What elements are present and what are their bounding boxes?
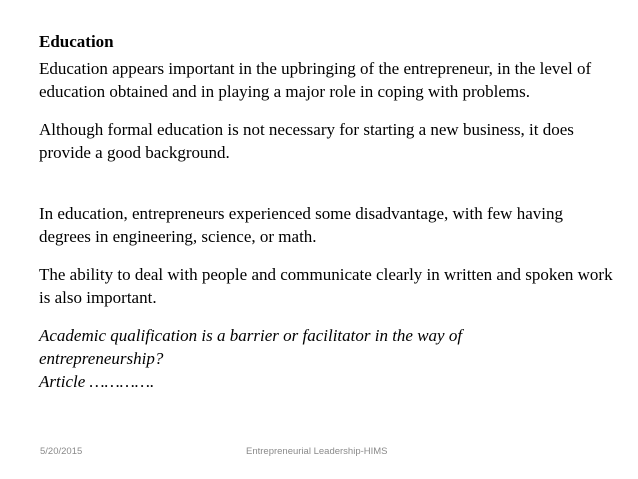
question-line-1: Academic qualification is a barrier or facilitator in the way of [39,326,463,345]
question-line-2: entrepreneurship? [39,349,164,368]
paragraph-education-importance: Education appears important in the upbringing of the entrepreneur, in the level of education obtained and in playing a major role in coping with problems. [39,59,592,101]
spacer [39,164,614,202]
spacer [39,248,614,263]
paragraph-communication: The ability to deal with people and communicate clearly in written and spoken work is also important. [39,265,613,307]
spacer [39,103,614,118]
footer-date: 5/20/2015 [40,446,83,457]
slide-content [39,30,614,393]
paragraph-formal-education: Although formal education is not necessary for starting a new business, it does provide a good background. [39,120,574,162]
paragraph-disadvantage: In education, entrepreneurs experienced some disadvantage, with few having degrees in engineering, science, or math. [39,204,563,246]
slide-heading: Education [39,32,114,51]
article-line: Article …………. [39,372,155,391]
footer-title: Entrepreneurial Leadership-HIMS [246,446,388,457]
spacer [39,309,614,324]
